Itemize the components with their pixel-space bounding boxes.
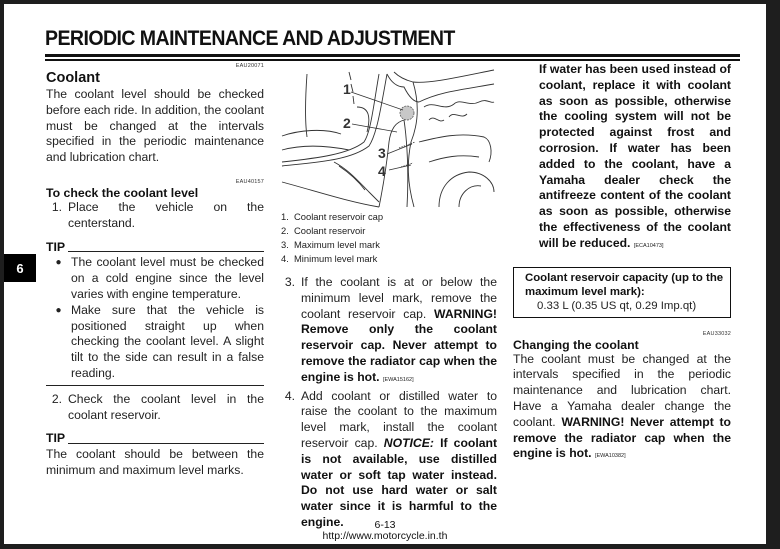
column-right — [513, 62, 731, 465]
bullet-text: Make sure that the vehicle is positioned straight up when checking the coolant level. A slight tilt to the side can result in a false reading. — [71, 302, 264, 380]
step-text: If the coolant is at or below the minimum level mark, remove the coolant reservoir cap. — [301, 275, 497, 321]
warning-ref: [EWA10382] — [594, 453, 626, 460]
title-rule-thick — [45, 54, 740, 57]
coolant-heading: Coolant — [46, 70, 100, 86]
section-code: EAU40157 — [235, 178, 264, 185]
tip-rule — [68, 443, 264, 444]
spec-value: 0.33 L (0.35 US qt, 0.29 Imp.qt) — [537, 299, 697, 312]
tip-end-rule — [46, 385, 264, 386]
section-code: EAU33032 — [702, 330, 731, 337]
tip-label: TIP — [46, 239, 66, 254]
step-text: Check the coolant level in the coolant reservoir. — [68, 391, 264, 422]
callout-4: 4 — [378, 163, 386, 179]
tip-bullet — [46, 255, 264, 302]
reservoir-cap-marker — [400, 106, 414, 120]
bullet-icon: ● — [55, 257, 62, 269]
bullet-text: The coolant level must be checked on a cold engine since the level varies with engine temperature. — [71, 255, 264, 301]
step-warning: WARNING! Remove only the coolant reservoir cap. Never attempt to remove the radiator cap when the engine is hot. — [301, 306, 497, 384]
column-left — [46, 62, 264, 479]
callout-3: 3 — [378, 145, 386, 161]
callout-1: 1 — [343, 81, 351, 97]
legend-item: 1. Coolant reservoir cap — [281, 211, 384, 222]
page-title: PERIODIC MAINTENANCE AND ADJUSTMENT — [45, 27, 455, 50]
engine-line-drawing — [279, 62, 497, 210]
tip-rule — [68, 251, 264, 252]
step-2 — [46, 392, 264, 424]
step-4 — [279, 389, 497, 531]
tip-bullet — [46, 303, 264, 382]
step-number: 3. — [284, 275, 295, 289]
warning-ref: [EWA15162] — [382, 376, 414, 383]
step-number: 2. — [51, 391, 62, 406]
changing-warning: WARNING! Never attempt to remove the radiator cap when the engine is hot. — [513, 414, 732, 461]
column-middle — [279, 62, 497, 531]
coolant-intro: The coolant level should be checked before each ride. In addition, the coolant must be changed at the intervals specified in the periodic maintenance and lubrication chart. — [46, 87, 264, 165]
caution-ref: [ECA10473] — [633, 242, 664, 249]
check-heading: To check the coolant level — [46, 185, 199, 200]
step-text: Place the vehicle on the centerstand. — [68, 199, 264, 230]
notice-label: NOTICE: — [383, 435, 434, 450]
footer-url[interactable]: http://www.motorcycle.in.th — [322, 530, 448, 542]
spec-box — [513, 267, 731, 318]
tip-text: The coolant should be between the minimum and maximum level marks. — [46, 447, 264, 477]
spec-label: Coolant reservoir capacity (up to the maximum level mark): — [525, 271, 724, 298]
step-1 — [46, 200, 264, 232]
tip-label: TIP — [46, 431, 66, 446]
chapter-tab: 6 — [4, 254, 36, 282]
legend-item: 3. Maximum level mark — [281, 239, 380, 250]
title-rule-thin — [45, 59, 740, 61]
step-number: 4. — [284, 388, 295, 403]
section-code: EAU20071 — [235, 63, 264, 69]
bullet-icon: ● — [55, 304, 62, 316]
caution-block — [513, 62, 731, 255]
step-3 — [279, 275, 497, 389]
changing-heading: Changing the coolant — [513, 337, 639, 352]
legend-item: 2. Coolant reservoir — [281, 225, 366, 236]
step-number: 1. — [51, 199, 62, 214]
manual-page — [4, 4, 766, 544]
caution-text: If water has been used instead of coolant, replace it with coolant as soon as possible, otherwise the cooling system will not be protected against frost and corrosion. If water has been added to the coolant, have a Yamaha dealer check the antifreeze content of the coolant as soon as possible, otherwise the effectiveness of the coolant will be reduced. — [539, 62, 731, 250]
coolant-reservoir-illustration — [279, 62, 497, 210]
figure-legend — [279, 210, 497, 266]
changing-body — [513, 352, 731, 466]
tip-header — [46, 240, 264, 256]
tip-block — [46, 240, 264, 386]
legend-item: 4. Minimum level mark — [281, 253, 378, 264]
tip-block — [46, 431, 264, 478]
changing-text: The coolant must be changed at the intervals specified in the periodic maintenance and lubrication chart. Have a Yamaha dealer change the coolant. — [513, 351, 731, 429]
page-number: 6-13 — [374, 519, 396, 531]
step-text: Add coolant or distilled water to raise the coolant to the maximum level mark, install the coolant reservoir cap. — [301, 388, 497, 450]
callout-2: 2 — [343, 115, 351, 131]
step-notice: If coolant is not available, use distilled water or soft tap water instead. Do not use hard water or salt water since it is harmful to the engine. — [301, 435, 498, 529]
tip-header — [46, 431, 264, 447]
